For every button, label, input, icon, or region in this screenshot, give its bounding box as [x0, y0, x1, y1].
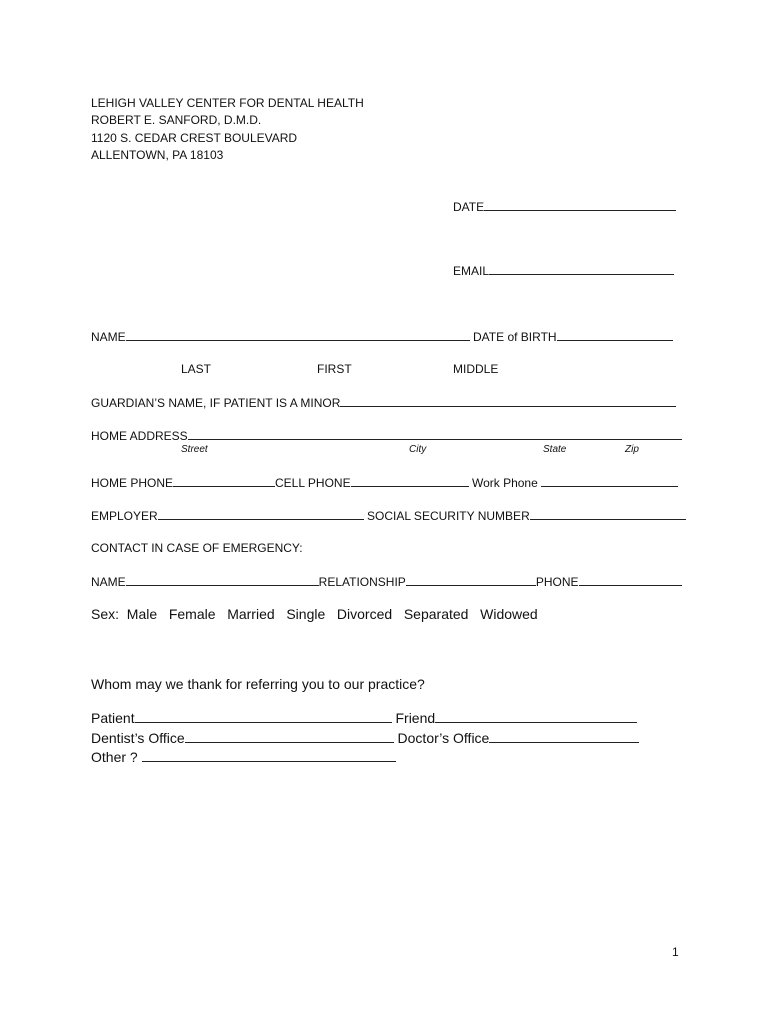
- friend-label: Friend: [395, 710, 436, 726]
- city-caption: City: [409, 444, 427, 455]
- cell-phone-label: CELL PHONE: [275, 476, 351, 490]
- work-phone-line[interactable]: [541, 475, 678, 487]
- referral-question: Whom may we thank for referring you to our practice?: [91, 676, 425, 692]
- first-caption: FIRST: [317, 362, 352, 376]
- date-field[interactable]: [453, 199, 676, 214]
- referral-row-2: [91, 729, 639, 746]
- other-label: Other ?: [91, 749, 138, 765]
- sex-marital-row: [91, 606, 538, 622]
- home-address-field[interactable]: [91, 428, 682, 443]
- other-line[interactable]: [142, 748, 396, 762]
- option-married[interactable]: Married: [227, 606, 275, 622]
- emergency-name-line[interactable]: [126, 574, 319, 586]
- doctor-label: Doctor’s Office: [397, 730, 490, 746]
- dentist-line[interactable]: [185, 729, 394, 743]
- emergency-heading: CONTACT IN CASE OF EMERGENCY:: [91, 541, 303, 555]
- email-label: EMAIL: [453, 264, 490, 278]
- dentist-label: Dentist’s Office: [91, 730, 185, 746]
- date-label: DATE: [453, 200, 485, 214]
- middle-caption: MIDDLE: [453, 362, 499, 376]
- relationship-line[interactable]: [406, 574, 536, 586]
- sex-label: Sex:: [91, 606, 120, 622]
- last-caption: LAST: [181, 362, 212, 376]
- referral-row-1: [91, 709, 637, 726]
- practice-city: ALLENTOWN, PA 18103: [91, 148, 224, 162]
- guardian-field[interactable]: [91, 395, 676, 410]
- relationship-label: RELATIONSHIP: [318, 575, 406, 589]
- emergency-row: [91, 574, 682, 589]
- practice-name: LEHIGH VALLEY CENTER FOR DENTAL HEALTH: [91, 96, 364, 110]
- phones-row: [91, 475, 678, 490]
- doctor-line[interactable]: [489, 729, 639, 743]
- option-separated[interactable]: Separated: [403, 606, 469, 622]
- guardian-label: GUARDIAN’S NAME, IF PATIENT IS A MINOR: [91, 396, 341, 410]
- employer-label: EMPLOYER: [91, 509, 158, 523]
- home-phone-label: HOME PHONE: [91, 476, 174, 490]
- ssn-line[interactable]: [530, 508, 686, 520]
- patient-line[interactable]: [135, 709, 392, 723]
- option-female[interactable]: Female: [168, 606, 216, 622]
- email-line[interactable]: [489, 263, 674, 275]
- practice-street: 1120 S. CEDAR CREST BOULEVARD: [91, 131, 298, 145]
- home-address-line[interactable]: [188, 428, 682, 440]
- home-address-label: HOME ADDRESS: [91, 429, 188, 443]
- zip-caption: Zip: [625, 444, 639, 455]
- emergency-phone-line[interactable]: [579, 574, 682, 586]
- dob-line[interactable]: [557, 329, 673, 341]
- emergency-name-label: NAME: [91, 575, 126, 589]
- emergency-phone-label: PHONE: [535, 575, 579, 589]
- doctor-name: ROBERT E. SANFORD, D.M.D.: [91, 113, 262, 127]
- cell-phone-line[interactable]: [351, 475, 469, 487]
- patient-label: Patient: [91, 710, 135, 726]
- ssn-label: SOCIAL SECURITY NUMBER: [367, 509, 530, 523]
- dob-label: DATE of BIRTH: [473, 330, 557, 344]
- street-caption: Street: [181, 444, 208, 455]
- employer-row: [91, 508, 686, 523]
- option-male[interactable]: Male: [126, 606, 158, 622]
- option-widowed[interactable]: Widowed: [480, 606, 538, 622]
- name-line[interactable]: [126, 329, 470, 341]
- work-phone-label: Work Phone: [471, 476, 538, 490]
- state-caption: State: [543, 444, 567, 455]
- home-phone-line[interactable]: [173, 475, 275, 487]
- name-row: [91, 329, 673, 344]
- referral-row-3: [91, 748, 396, 765]
- friend-line[interactable]: [435, 709, 637, 723]
- option-divorced[interactable]: Divorced: [336, 606, 393, 622]
- page-number: 1: [672, 945, 679, 959]
- option-single[interactable]: Single: [286, 606, 326, 622]
- name-label: NAME: [91, 330, 126, 344]
- email-field[interactable]: [453, 263, 674, 278]
- date-line[interactable]: [484, 199, 676, 211]
- employer-line[interactable]: [158, 508, 364, 520]
- guardian-line[interactable]: [340, 395, 676, 407]
